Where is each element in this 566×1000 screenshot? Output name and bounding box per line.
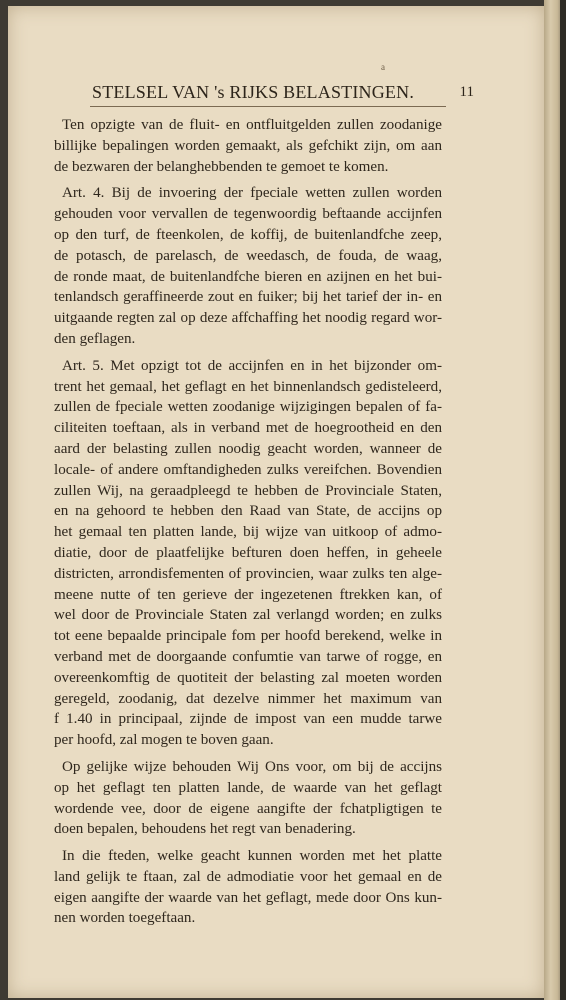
paragraph bbox=[54, 846, 442, 929]
running-title: STELSEL VAN 's RIJKS BELASTINGEN. bbox=[92, 82, 415, 102]
text-line: tenlandsch geraffineerde zout en fuiker; bij het tarief der in- en bbox=[54, 289, 442, 306]
text-line: wordende vee, door de eigene aangifte der fchatpligtigen te bbox=[54, 800, 442, 817]
text-line: overeenkomftig de quotiteit der belasting zal moeten worden bbox=[54, 669, 442, 686]
header-rule bbox=[90, 106, 446, 107]
text-line: Op gelijke wijze behouden Wij Ons voor, om bij de accijns bbox=[62, 758, 442, 775]
text-line: diatie, door de plaatfelijke befturen doen heffen, in geheele bbox=[54, 544, 442, 561]
page-edge-shadow bbox=[560, 0, 566, 1000]
text-line: eigen aangifte der waarde van het geflagt, mede door Ons kun- bbox=[54, 889, 442, 906]
text-line: op den turf, de fteenkolen, de koffij, de buitenlandfche zeep, bbox=[54, 226, 442, 243]
text-line: op het geflagt ten platten lande, de waarde van het geflagt bbox=[54, 779, 442, 796]
text-line: land gelijk te ftaan, zal de admodiatie voor het gemaal en de bbox=[54, 868, 442, 885]
text-line: zullen de fpeciale wetten zoodanige wijzigingen bepalen of fa- bbox=[54, 399, 442, 416]
text-line: In die fteden, welke geacht kunnen worden met het platte bbox=[62, 848, 442, 865]
text-line: meene nutte of ten gerieve der ingezetenen ftrekken kan, of bbox=[54, 586, 442, 603]
text-line: locale- of andere omftandigheden zulks vereifchen. Bovendien bbox=[54, 461, 442, 478]
text-line: de potasch, de parelasch, de weedasch, de fouda, de waag, bbox=[54, 247, 442, 264]
text-line: billijke bepalingen worden gemaakt, als gefchikt zijn, om aan bbox=[54, 137, 442, 154]
paragraph bbox=[54, 115, 442, 177]
text-line: f 1.40 in principaal, zijnde de impost van een mudde tarwe bbox=[54, 711, 442, 728]
text-line: wel door de Provinciale Staten zal verlangd worden; en zulks bbox=[54, 607, 442, 624]
page-number: 11 bbox=[459, 84, 474, 100]
text-line: Art. 5. Met opzigt tot de accijnfen en in het bijzonder om- bbox=[62, 357, 442, 374]
text-line: ciliteiten toeftaan, als in verband met de hoegrootheid en den bbox=[54, 420, 442, 437]
text-line: de bezwaren der belanghebbenden te gemoet te komen. bbox=[54, 158, 389, 175]
paragraph bbox=[54, 757, 442, 840]
text-line: en na gehoord te hebben den Raad van State, de accijns op bbox=[54, 503, 442, 520]
text-line: tot eene bepaalde principale fom per hoofd berekend, welke in bbox=[54, 628, 442, 645]
margin-mark: a bbox=[381, 62, 385, 72]
text-line: per hoofd, zal mogen te boven gaan. bbox=[54, 732, 274, 749]
paragraph bbox=[54, 183, 442, 349]
text-line: zullen Wij, na geraadpleegd te hebben de Provinciale Staten, bbox=[54, 482, 442, 499]
text-line: Art. 4. Bij de invoering der fpeciale wetten zullen worden bbox=[62, 185, 442, 202]
text-line: trent het gemaal, het geflagt en het binnenlandsch gedisteleerd, bbox=[54, 378, 442, 395]
text-line: uitgaande regten zal op deze affchaffing het noodig regard wor- bbox=[54, 310, 442, 327]
paragraph bbox=[54, 356, 442, 751]
text-line: de ronde maat, de buitenlandfche bieren en azijnen en het bui- bbox=[54, 268, 442, 285]
text-line: doen bepalen, behoudens het regt van benadering. bbox=[54, 821, 356, 838]
text-line: Ten opzigte van de fluit- en ontfluitgelden zullen zoodanige bbox=[62, 117, 442, 133]
text-line: geregeld, zoodanig, dat dezelve nimmer het maximum van bbox=[54, 690, 442, 707]
text-line: nen worden toegeftaan. bbox=[54, 910, 196, 927]
text-line: het gemaal ten platten lande, bij wijze van uitkoop of admo- bbox=[54, 524, 442, 541]
text-line: den geflagen. bbox=[54, 330, 136, 347]
text-line: districten, arrondisfementen of provincien, waar zulks ten alge- bbox=[54, 565, 442, 582]
text-line: aard der belasting zullen noodig geacht worden, wanneer de bbox=[54, 440, 442, 457]
body-text bbox=[54, 115, 442, 935]
text-line: verband met de doorgaande confumtie van tarwe of rogge, en bbox=[54, 648, 442, 665]
text-line: gehouden voor vervallen de tegenwoordig beftaande accijnfen bbox=[54, 206, 442, 223]
running-header bbox=[92, 82, 474, 106]
